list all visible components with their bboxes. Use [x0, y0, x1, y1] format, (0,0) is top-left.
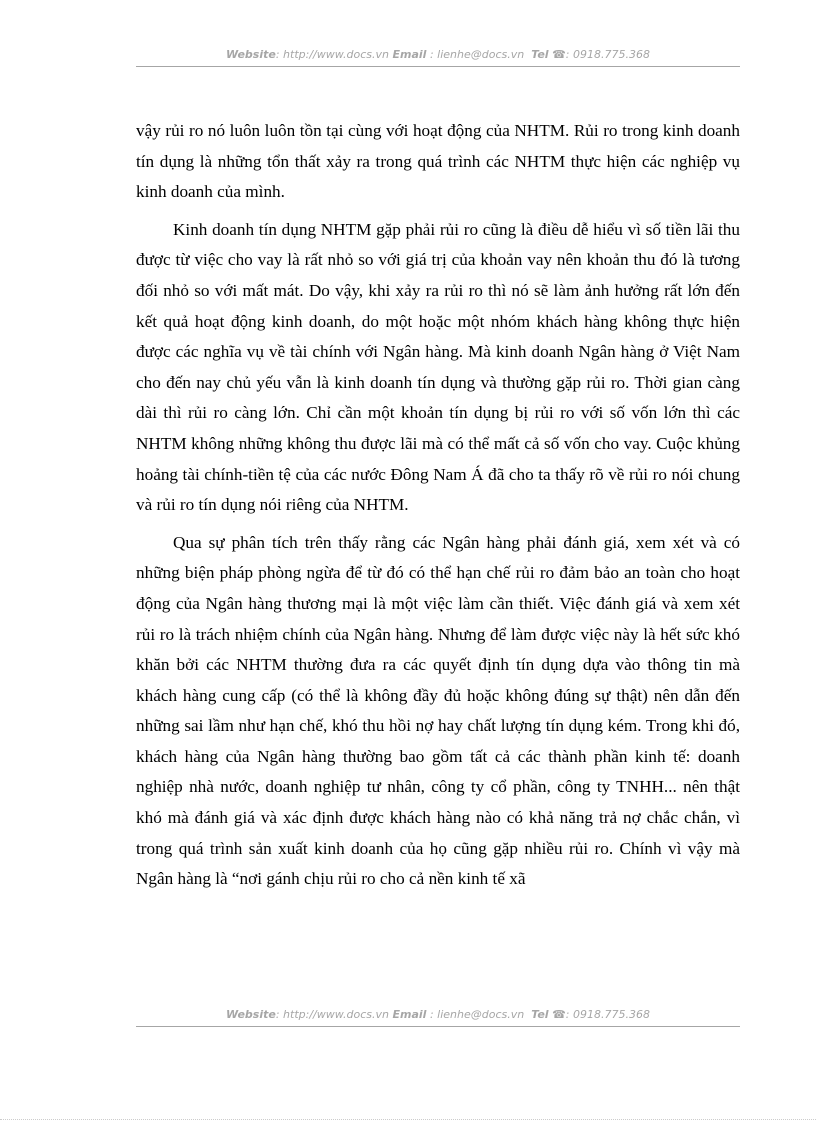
- document-body: [136, 116, 740, 902]
- page-footer: [136, 1008, 740, 1022]
- header-email-value: : lienhe@docs.vn: [429, 48, 525, 61]
- header-tel-value: : 0918.775.368: [565, 48, 650, 61]
- footer-tel-label: Tel: [531, 1008, 549, 1021]
- phone-icon: ☎: [552, 1008, 566, 1021]
- header-website-value: : http://www.docs.vn: [275, 48, 390, 61]
- paragraph-3: Qua sự phân tích trên thấy rằng các Ngân hàng phải đánh giá, xem xét và có những biện pháp phòng ngừa để từ đó có thể hạn chế rủi ro đảm bảo an toàn cho hoạt động của Ngân hàng thương mại là một việc làm cần thiết. Việc đánh giá và xem xét rủi ro là trách nhiệm chính của Ngân hàng. Nhưng để làm được việc này là hết sức khó khăn bởi các NHTM thường đưa ra các quyết định tín dụng dựa vào thông tin mà khách hàng cung cấp (có thể là không đầy đủ hoặc không đúng sự thật) nên dẫn đến những sai lầm như hạn chế, khó thu hồi nợ hay chất lượng tín dụng kém. Trong khi đó, khách hàng của Ngân hàng thường bao gồm tất cả các thành phần kinh tế: doanh nghiệp nhà nước, doanh nghiệp tư nhân, công ty cổ phần, công ty TNHH... nên thật khó mà đánh giá và xác định được khách hàng nào có khả năng trả nợ chắc chắn, vì trong quá trình sản xuất kinh doanh của họ cũng gặp nhiều rủi ro. Chính vì vậy mà Ngân hàng là “nơi gánh chịu rủi ro cho cả nền kinh tế xã: [136, 532, 740, 889]
- header-tel-label: Tel: [531, 48, 549, 61]
- footer-tel-value: : 0918.775.368: [565, 1008, 650, 1021]
- footer-website-label: Website: [226, 1008, 276, 1021]
- paragraph-1: vậy rủi ro nó luôn luôn tồn tại cùng với hoạt động của NHTM. Rủi ro trong kinh doanh tín dụng là những tổn thất xảy ra trong quá trình các NHTM thực hiện các nghiệp vụ kinh doanh của mình.: [136, 121, 740, 202]
- header-email-label: Email: [392, 48, 427, 61]
- header-website-label: Website: [226, 48, 276, 61]
- footer-website-value: : http://www.docs.vn: [275, 1008, 390, 1021]
- header-rule: [136, 66, 740, 67]
- footer-rule: [136, 1026, 740, 1027]
- footer-email-label: Email: [392, 1008, 427, 1021]
- footer-email-value: : lienhe@docs.vn: [429, 1008, 525, 1021]
- paragraph-2: Kinh doanh tín dụng NHTM gặp phải rủi ro cũng là điều dễ hiểu vì số tiền lãi thu được từ việc cho vay là rất nhỏ so với giá trị của khoản vay nên khoản thu đó là tương đối nhỏ so với mất mát. Do vậy, khi xảy ra rủi ro thì nó sẽ làm ảnh hưởng rất lớn đến kết quả hoạt động kinh doanh, do một hoặc một nhóm khách hàng không thực hiện được các nghĩa vụ về tài chính với Ngân hàng. Mà kinh doanh Ngân hàng ở Việt Nam cho đến nay chủ yếu vẫn là kinh doanh tín dụng và thường gặp rủi ro. Thời gian càng dài thì rủi ro càng lớn. Chỉ cần một khoản tín dụng bị rủi ro với số vốn lớn thì các NHTM không những không thu được lãi mà có thể mất cả số vốn cho vay. Cuộc khủng hoảng tài chính-tiền tệ của các nước Đông Nam Á đã cho ta thấy rõ về rủi ro nói chung và rủi ro tín dụng nói riêng của NHTM.: [136, 219, 740, 515]
- page-header: [136, 48, 740, 62]
- page-break-line: [0, 1119, 816, 1120]
- phone-icon: ☎: [552, 48, 566, 61]
